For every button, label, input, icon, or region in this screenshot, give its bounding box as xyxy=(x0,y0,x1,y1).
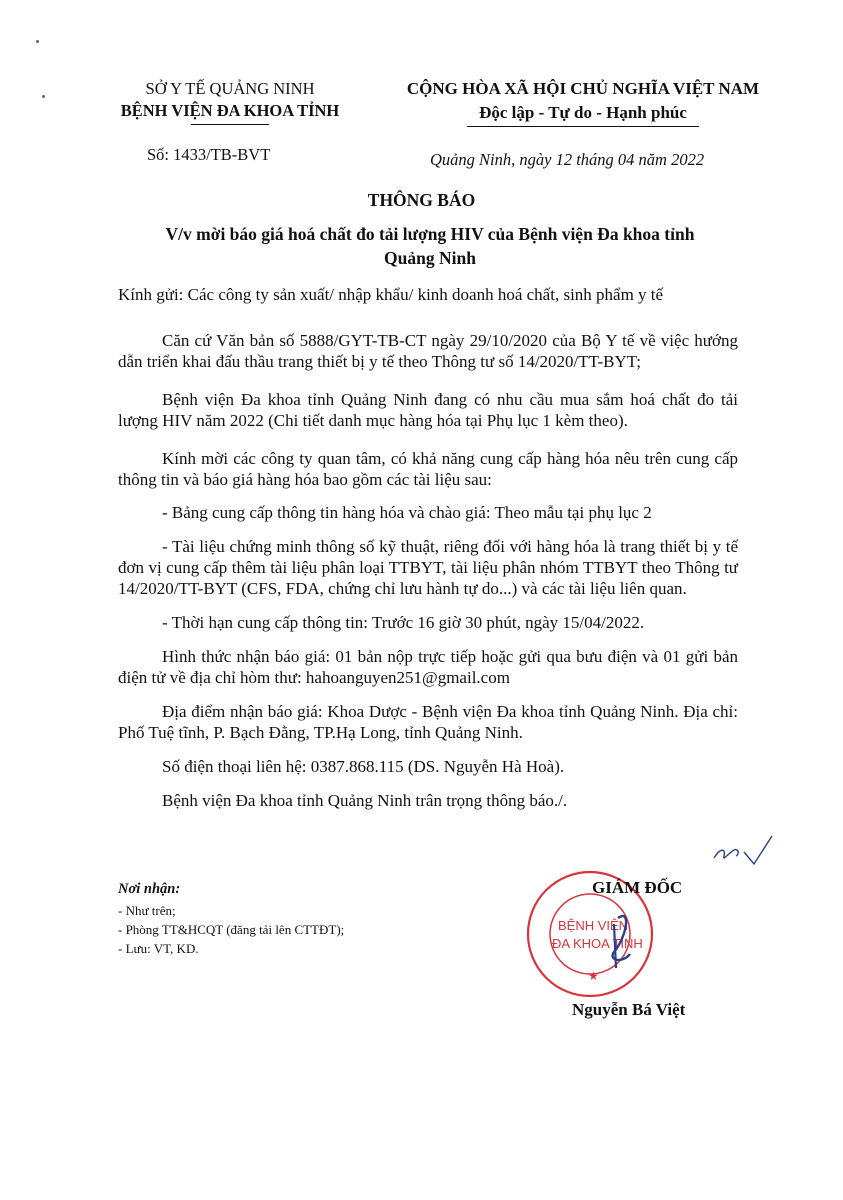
body-paragraph: Hình thức nhận báo giá: 01 bản nộp trực tiếp hoặc gửi qua bưu điện và 01 gửi bản điện tử về địa chỉ hòm thư: hahoanguyen251@gmail.com xyxy=(118,647,738,687)
distribution-list xyxy=(118,880,344,958)
issuer-underline xyxy=(191,124,269,125)
distribution-item: - Phòng TT&HCQT (đăng tải lên CTTĐT); xyxy=(118,922,345,937)
body-paragraph: - Tài liệu chứng minh thông số kỹ thuật, riêng đối với hàng hóa là trang thiết bị y tế đơn vị cung cấp thêm tài liệu phân loại TTBYT, tài liệu phân nhóm TTBYT theo Thông tư 14/2020/TT-BYT (CFS, FDA, chứng chỉ lưu hành tự do...) và các tài liệu liên quan. xyxy=(118,537,738,598)
national-title: CỘNG HÒA XÃ HỘI CHỦ NGHĨA VIỆT NAM xyxy=(406,79,760,98)
signer-name: Nguyễn Bá Việt xyxy=(572,1000,686,1019)
national-heading xyxy=(383,77,783,127)
body-paragraph: - Thời hạn cung cấp thông tin: Trước 16 giờ 30 phút, ngày 15/04/2022. xyxy=(162,613,645,632)
body-paragraph: Địa điểm nhận báo giá: Khoa Dược - Bệnh viện Đa khoa tỉnh Quảng Ninh. Địa chỉ: Phố Tuệ tĩnh, P. Bạch Đằng, TP.Hạ Long, tỉnh Quảng Ninh. xyxy=(118,702,738,742)
seal-text-line1: BỆNH VIỆN xyxy=(558,918,629,933)
national-motto: Độc lập - Tự do - Hạnh phúc xyxy=(479,103,687,122)
document-date: Quảng Ninh, ngày 12 tháng 04 năm 2022 xyxy=(430,150,705,169)
recipient-line: Kính gửi: Các công ty sản xuất/ nhập khẩu/ kinh doanh hoá chất, sinh phẩm y tế xyxy=(118,285,664,304)
motto-underline xyxy=(467,126,699,127)
body-paragraph: Căn cứ Văn bản số 5888/GYT-TB-CT ngày 29/10/2020 của Bộ Y tế về việc hướng dẫn triển khai đấu thầu trang thiết bị y tế theo Thông tư số 14/2020/TT-BYT; xyxy=(118,331,738,371)
document-subject: V/v mời báo giá hoá chất đo tải lượng HIV của Bệnh viện Đa khoa tỉnh Quảng Ninh xyxy=(165,224,695,268)
distribution-heading: Nơi nhận: xyxy=(118,881,181,897)
issuer-name: BỆNH VIỆN ĐA KHOA TỈNH xyxy=(120,101,340,120)
document-body xyxy=(118,330,738,824)
body-paragraph: - Bảng cung cấp thông tin hàng hóa và chào giá: Theo mẫu tại phụ lục 2 xyxy=(162,503,652,522)
seal-star: ★ xyxy=(588,969,599,983)
initial-mark xyxy=(710,830,780,870)
body-paragraph: Kính mời các công ty quan tâm, có khả năng cung cấp hàng hóa nêu trên cung cấp thông tin và báo giá hàng hóa bao gồm các tài liệu sau: xyxy=(118,449,738,489)
document-title: THÔNG BÁO xyxy=(367,190,476,210)
issuer-block xyxy=(95,78,365,125)
issuer-parent: SỞ Y TẾ QUẢNG NINH xyxy=(145,79,315,98)
distribution-item: - Lưu: VT, KD. xyxy=(118,941,199,956)
distribution-item: - Như trên; xyxy=(118,903,176,918)
body-paragraph: Số điện thoại liên hệ: 0387.868.115 (DS. Nguyễn Hà Hoà). xyxy=(162,757,565,776)
signer-title: GIÁM ĐỐC xyxy=(592,878,683,897)
document-number: Số: 1433/TB-BVT xyxy=(147,145,271,164)
seal-text-line2: ĐA KHOA TỈNH xyxy=(552,936,643,951)
body-paragraph: Bệnh viện Đa khoa tỉnh Quảng Ninh trân trọng thông báo./. xyxy=(162,791,568,810)
body-paragraph: Bệnh viện Đa khoa tỉnh Quảng Ninh đang có nhu cầu mua sắm hoá chất đo tải lượng HIV năm 2022 (Chi tiết danh mục hàng hóa tại Phụ lục 1 kèm theo). xyxy=(118,390,738,430)
